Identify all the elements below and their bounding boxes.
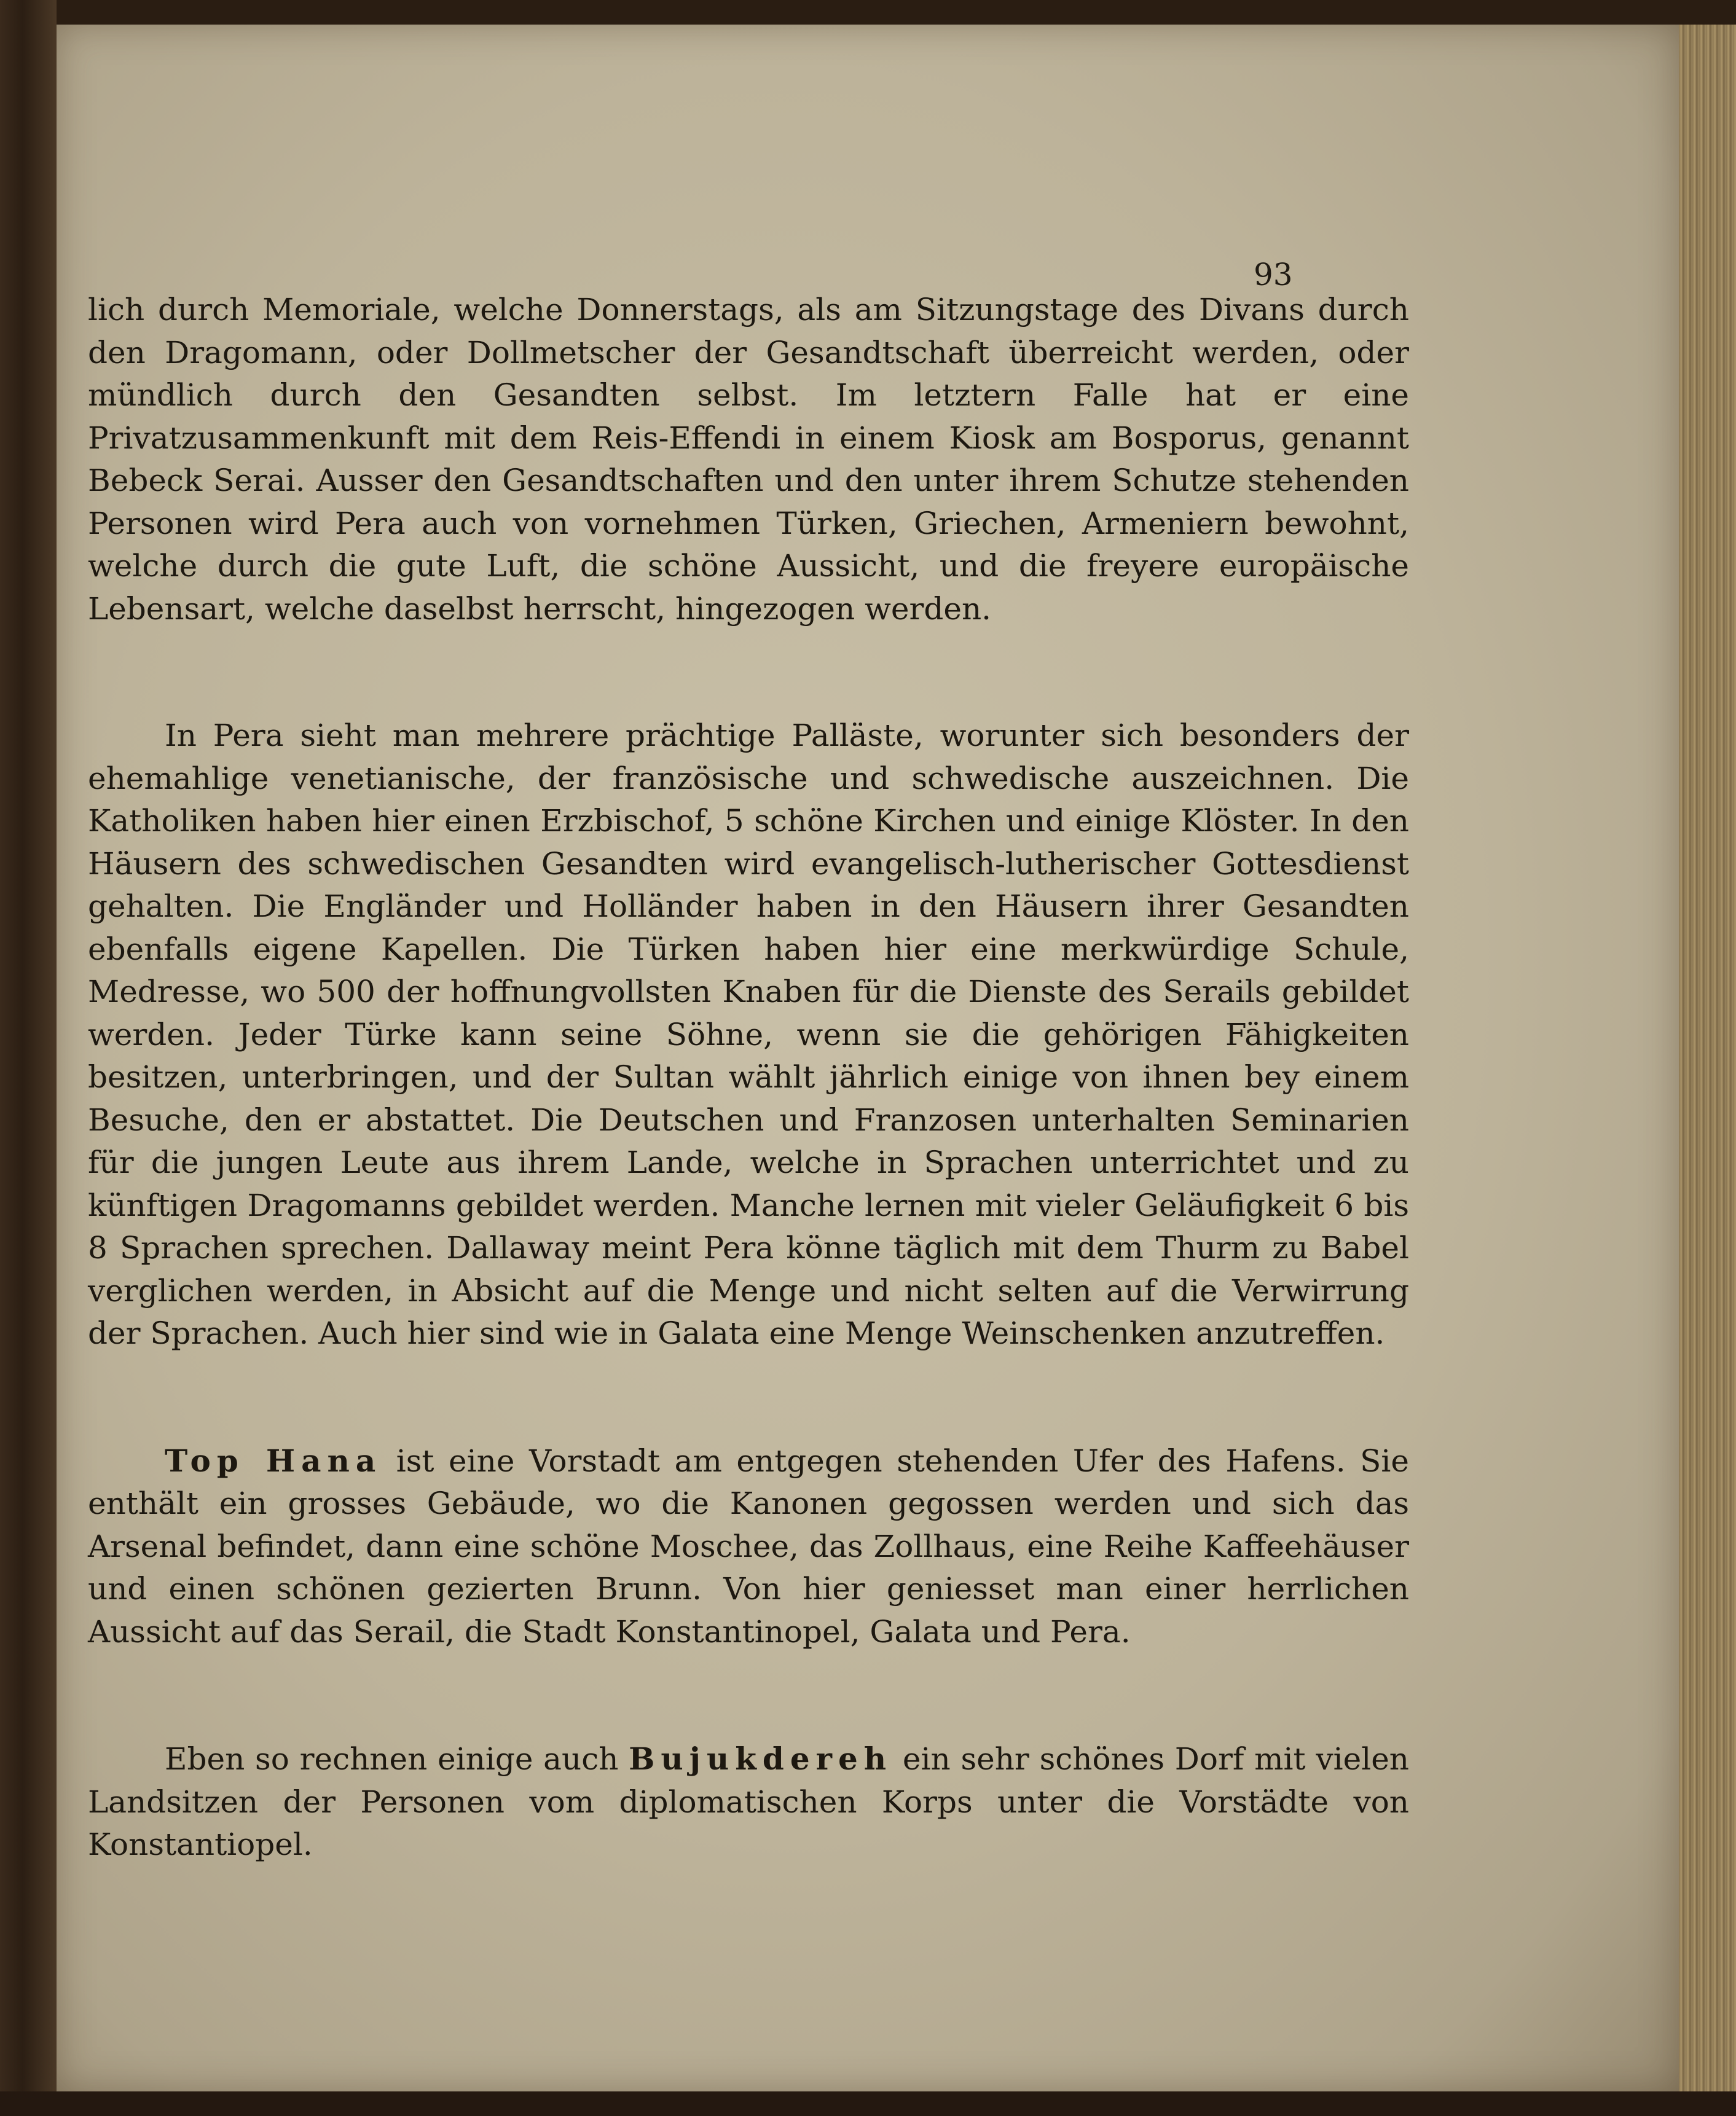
place-name-bujukdereh: Bujukdereh (629, 1741, 893, 1777)
page-stack-edge (1679, 25, 1736, 2091)
paragraph-4 (88, 1738, 1409, 1867)
paragraph-4-lead: Eben so rechnen einige auch (165, 1741, 629, 1777)
book-binding-edge (0, 0, 57, 2116)
paragraph-2: In Pera sieht man mehrere prächtige Palläste, worunter sich besonders der ehemahlige venetianische, der französische und schwedische auszeichnen. Die Katholiken haben hier einen Erzbischof, 5 schöne Kirchen und einige Klöster. In den Häusern des schwedischen Gesandten wird evangelisch-lutherischer Gottesdienst gehalten. Die Engländer und Holländer haben in den Häusern ihrer Gesandten ebenfalls eigene Kapellen. Die Türken haben hier eine merkwürdige Schule, Medresse, wo 500 der hoffnungvollsten Knaben für die Dienste des Serails gebildet werden. Jeder Türke kann seine Söhne, wenn sie die gehörigen Fähigkeiten besitzen, unterbringen, und der Sultan wählt jährlich einige von ihnen bey einem Besuche, den er abstattet. Die Deutschen und Franzosen unterhalten Seminarien für die jungen Leute aus ihrem Lande, welche in Sprachen unterrichtet und zu künftigen Dragomanns gebildet werden. Manche lernen mit vieler Geläufigkeit 6 bis 8 Sprachen sprechen. Dallaway meint Pera könne täglich mit dem Thurm zu Babel verglichen werden, in Absicht auf die Menge und nicht selten auf die Verwirrung der Sprachen. Auch hier sind wie in Galata eine Menge Weinschenken anzutreffen. (88, 718, 1409, 1351)
paragraph-4-text: ein sehr schönes Dorf mit vielen Landsitzen der Personen vom diplomatischen Korps unter die Vorstädte von Konstantiopel. (88, 1741, 1410, 1862)
paragraph-3-text: ist eine Vorstadt am entgegen stehenden Ufer des Hafens. Sie enthält ein grosses Gebäude, wo die Kanonen gegossen werden und sich das Arsenal befindet, dann eine schöne Moschee, das Zollhaus, eine Reihe Kaffeehäuser und einen schönen gezierten Brunn. Von hier geniesset man einer herrlichen Aussicht auf das Serail, die Stadt Konstantinopel, Galata und Pera. (88, 1443, 1409, 1650)
body-text (88, 289, 1409, 1867)
page-number: 93 (1254, 257, 1293, 292)
scan-bottom-edge (0, 2091, 1736, 2116)
paragraph-1: lich durch Memoriale, welche Donnerstags, als am Sitzungstage des Divans durch den Dragomann, oder Dollmetscher der Gesandtschaft überreicht werden, oder mündlich durch den Gesandten selbst. Im letztern Falle hat er eine Privatzusammenkunft mit dem Reis-Effendi in einem Kiosk am Bosporus, genannt Bebeck Serai. Ausser den Gesandtschaften und den unter ihrem Schutze stehenden Personen wird Pera auch von vornehmen Türken, Griechen, Armeniern bewohnt, welche durch die gute Luft, die schöne Aussicht, und die freyere europäische Lebensart, welche daselbst herrscht, hingezogen werden. (88, 292, 1409, 627)
place-name-top-hana: Top Hana (165, 1442, 382, 1479)
paragraph-3 (88, 1440, 1409, 1654)
